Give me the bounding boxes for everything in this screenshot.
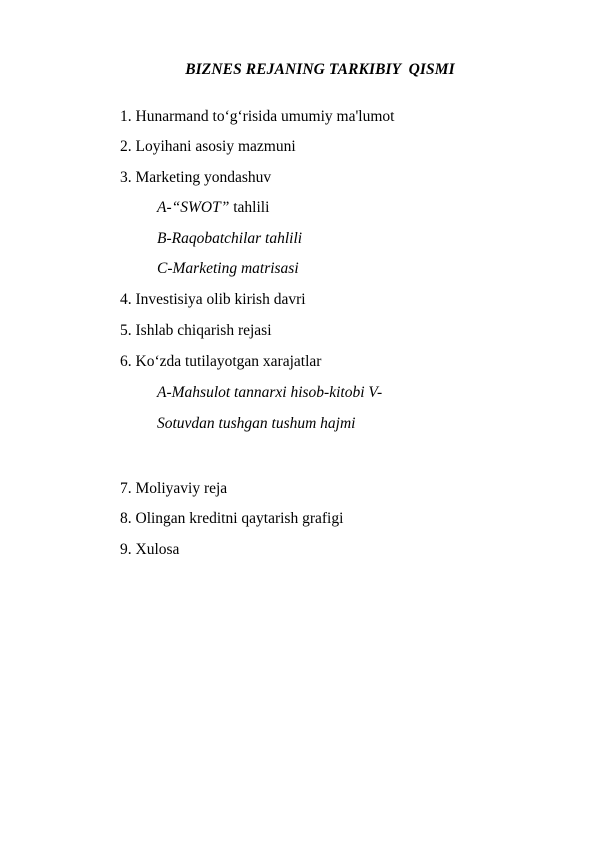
sub-item-3a-text: tahlili — [229, 199, 270, 216]
list-item-1: 1. Hunarmand to‘g‘risida umumiy ma'lumot — [120, 108, 395, 125]
sub-item-3a-label: A-“SWOT” — [157, 199, 230, 216]
sub-item-3a — [157, 200, 269, 216]
list-item-9: 9. Xulosa — [120, 541, 180, 558]
document-title: BIZNES REJANING TARKIBIY QISMI — [185, 61, 455, 78]
list-item-5: 5. Ishlab chiqarish rejasi — [120, 322, 272, 339]
list-item-4: 4. Investisiya olib kirish davri — [120, 291, 306, 308]
list-item-7: 7. Moliyaviy reja — [120, 480, 228, 497]
list-item-2: 2. Loyihani asosiy mazmuni — [120, 138, 296, 155]
list-item-6: 6. Ko‘zda tutilayotgan xarajatlar — [120, 353, 322, 370]
sub-item-3c: C-Marketing matrisasi — [157, 260, 299, 277]
list-item-8: 8. Olingan kreditni qaytarish grafigi — [120, 510, 344, 527]
sub-item-6b: Sotuvdan tushgan tushum hajmi — [157, 415, 356, 432]
list-item-3: 3. Marketing yondashuv — [120, 169, 272, 186]
sub-item-3b: B-Raqobatchilar tahlili — [157, 230, 303, 247]
sub-item-6a: A-Mahsulot tannarxi hisob-kitobi V- — [157, 384, 383, 401]
